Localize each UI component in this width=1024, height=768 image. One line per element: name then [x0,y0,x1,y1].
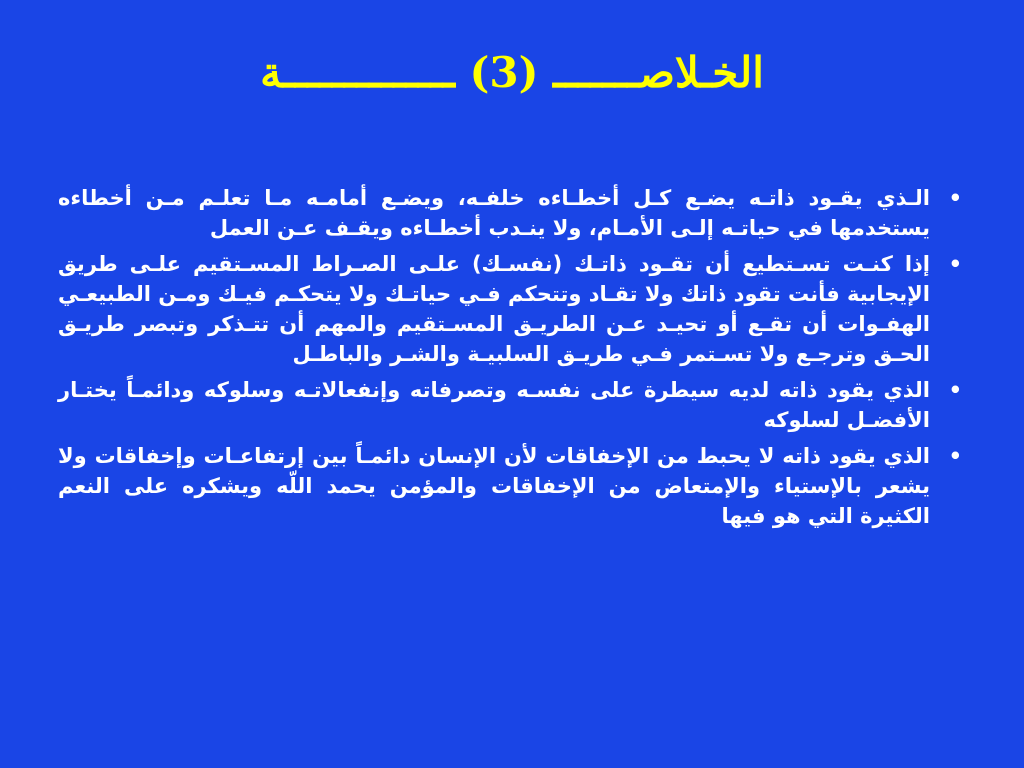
bullet-item-1 [58,183,970,243]
slide-title: الخـلاصـــــــ (3) ــــــــــــــة [260,48,764,97]
bullet-item-4 [58,441,970,531]
bullet-item-2 [58,249,970,369]
slide-content [58,183,970,537]
bullet-text: إذا كنـت تسـتطيع أن تقـود ذاتـك (نفسـك) علـى الصـراط المسـتقيم علـى طريق الإيجابية فأنت تقود ذاتك ولا تقـاد وتتحكم فـي حياتـك ولا يتحكـم فيـك ومـن الطبيعـي الهفـوات أن تقـع أو تحيـد عـن الطريـق المسـتقيم والمهم أن تتـذكر وتبصر طريـق الحـق وترجـع ولا تسـتمر فـي طريـق السلبيـة والشـر والباطـل [58,252,930,366]
bullet-list [58,183,970,531]
bullet-text: الذي يقود ذاته لا يحبط من الإخفاقات لأن الإنسان دائمـاً بين إرتفاعـات وإخفاقات ولا يشعر بالإستياء والإمتعاض من الإخفاقات والمؤمن يحمد اللّه ويشكره على النعم الكثيرة التي هو فيها [58,444,930,528]
bullet-item-3 [58,375,970,435]
bullet-icon: • [948,444,962,468]
bullet-icon: • [948,378,962,402]
bullet-text: الـذي يقـود ذاتـه يضـع كـل أخطـاءه خلفـه، ويضـع أمامـه مـا تعلـم مـن أخطاءه يستخدمها في حياتـه إلـى الأمـام، ولا ينـدب أخطـاءه ويقـف عـن العمل [58,186,930,240]
bullet-text: الذي يقود ذاته لديه سيطرة على نفسـه وتصرفاته وإنفعالاتـه وسلوكه ودائمـاً يختـار الأفضـل لسلوكه [58,378,930,432]
bullet-icon: • [948,252,962,276]
bullet-icon: • [948,186,962,210]
